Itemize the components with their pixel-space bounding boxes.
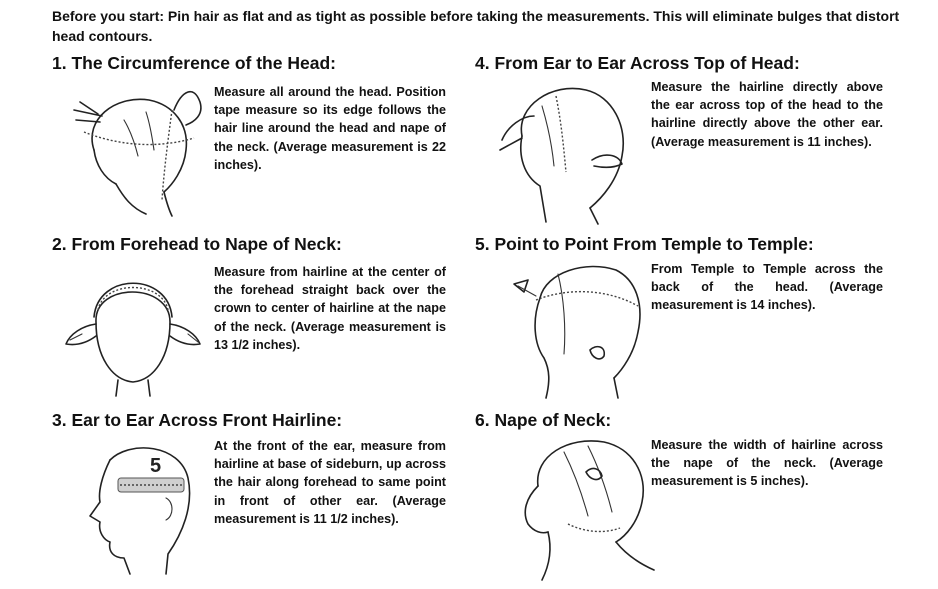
nape-of-neck-illustration — [508, 432, 658, 582]
section-description: Measure the hairline directly above the ear across top of the head to the hairline directly above the other ear. (Average measurement is 11 inches). — [651, 80, 883, 149]
section-title: 2. From Forehead to Nape of Neck: — [52, 234, 342, 254]
section-description: At the front of the ear, measure from hairline at base of sideburn, up across the hair along forehead to same point in front of other ear. (Average measurement is 11 1/2 inches). — [214, 439, 446, 526]
section-ear-to-ear-top — [475, 52, 800, 74]
section-temple-to-temple — [475, 233, 814, 255]
ear-to-ear-front-illustration — [70, 436, 200, 576]
section-description: Measure all around the head. Position tape measure so its edge follows the hair line around the head and nape of the neck. (Average measurement is 22 inches). — [214, 85, 446, 172]
temple-to-temple-illustration — [506, 258, 646, 403]
section-forehead-to-nape — [52, 233, 342, 255]
section-title: 5. Point to Point From Temple to Temple: — [475, 234, 814, 254]
section-title: 1. The Circumference of the Head: — [52, 53, 336, 73]
section-description: Measure from hairline at the center of the forehead straight back over the crown to center of hairline at the nape of the neck. (Average measurement is 13 1/2 inches). — [214, 265, 446, 352]
forehead-to-nape-illustration — [58, 262, 208, 397]
intro-note: Before you start: Pin hair as flat and as tight as possible before taking the measurements. This will eliminate bulges that distort head contours. — [52, 8, 900, 44]
section-title: 4. From Ear to Ear Across Top of Head: — [475, 53, 800, 73]
ear-to-ear-top-illustration — [482, 76, 642, 226]
figure-label: 5 — [150, 455, 162, 477]
section-description: From Temple to Temple across the back of the head. (Average measurement is 14 inches). — [651, 262, 883, 313]
section-ear-to-ear-front — [52, 409, 342, 431]
section-description: Measure the width of hairline across the nape of the neck. (Average measurement is 5 inches). — [651, 438, 883, 489]
head-circumference-illustration — [54, 80, 204, 220]
section-circumference — [52, 52, 336, 74]
section-nape-of-neck — [475, 409, 611, 431]
section-title: 6. Nape of Neck: — [475, 410, 612, 430]
section-title: 3. Ear to Ear Across Front Hairline: — [52, 410, 343, 430]
